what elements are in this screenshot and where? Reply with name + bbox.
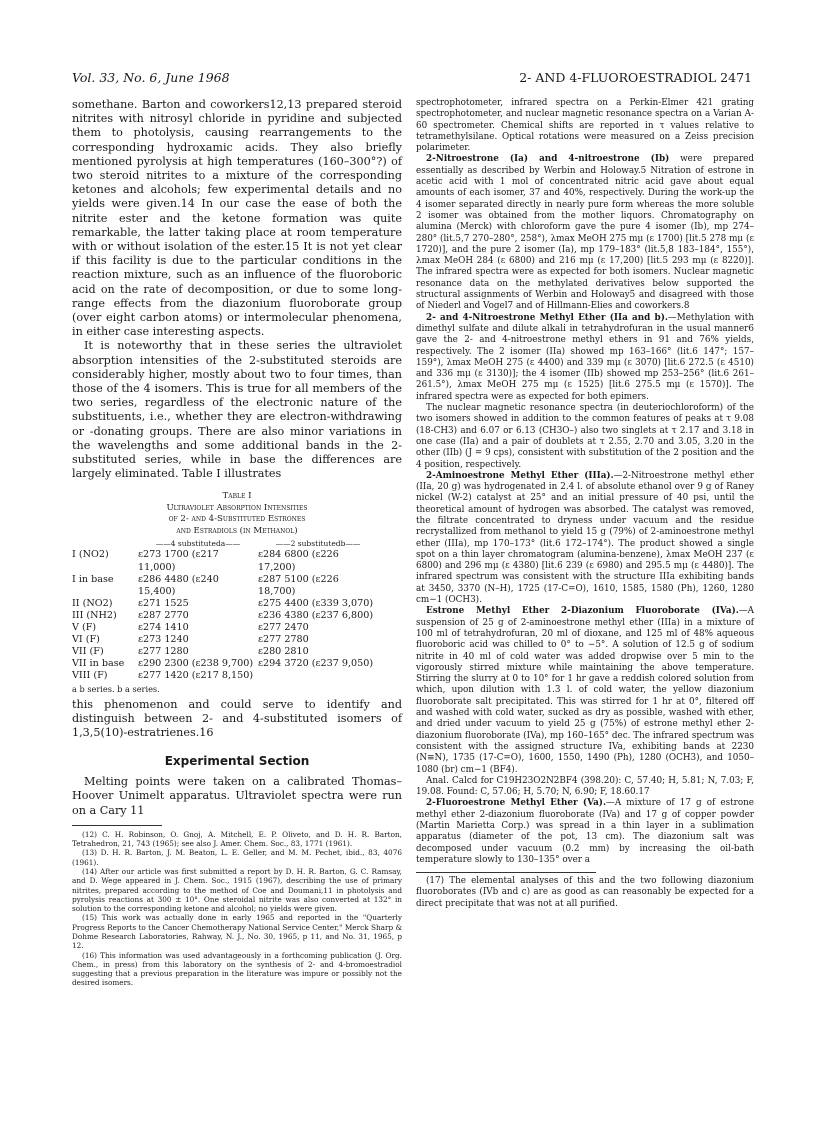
table-row <box>72 610 402 622</box>
row-label: II (NO2) <box>72 597 113 609</box>
paragraph-text: —Methylation with dimethyl sulfate and dilute alkali in tetrahydrofuran in the usual manner6 gave the 2- and 4-nitroestrone methyl ethers in 91 and 76% yields, respectively. The 2 isomer (IIa) showed mp 163–166° (lit.6 147°; 157–159°), λmax MeOH 275 (ε 4400) and 339 mμ (ε 3070) [lit.6 272.5 (ε 4510) and 336 mμ (ε 3130)]; the 4 isomer (IIb) showed mp 253–256° (lit.6 261–261.5°), λmax MeOH 275 mμ (ε 1525) [lit.6 275.5 mμ (ε 1570)]. The infrared spectra were as expected for both epimers. <box>416 312 754 402</box>
table-caption: Ultraviolet Absorption Intensities <box>166 502 308 513</box>
footnote-divider <box>416 872 596 873</box>
table-row <box>72 622 402 634</box>
table-title: Table I <box>222 491 252 502</box>
table-row <box>72 658 402 670</box>
cell: ε286 4480 (ε240 15,400) <box>138 573 219 597</box>
table-row <box>72 574 402 598</box>
row-label: VIII (F) <box>72 670 108 682</box>
paragraph-text: were prepared essentially as described by Werbin and Holoway.5 Nitration of estrone in acetic acid with 1 mol of concentrated nitric acid gave about equal amounts of each isomer, 37 and 40%, respectively. During the work-up the 4 isomer separated directly in nearly pure form whereas the more soluble 2 isomer was obtained from the mother liquors. Chromatography on alumina (Merck) with chloroform gave the pure 4 isomer (Ib), mp 274–280° (lit.5,7 270–280°, 258°), λmax MeOH 275 mμ (ε 1700) [lit.5 278 mμ (ε 1720)], and the pure 2 isomer (Ia), mp 179–183° (lit.5,8 183–184°, 155°), λmax MeOH 284 (ε 6800) and 216 mμ (ε 17,200) [lit.5 293 mμ (ε 8220)]. The infrared spectra were as expected for both isomers. Nuclear magnetic resonance data on the methylated derivatives below supported the structural assignments of Werbin and Holoway5 and disagreed with those of Niederl and Vogel7 and of Hillmann-Elies and coworkers.8 <box>416 154 754 312</box>
row-label: VI (F) <box>72 634 100 646</box>
table-row <box>72 634 402 646</box>
cell: ε271 1525 <box>138 597 189 609</box>
cell: ε273 1240 <box>138 634 189 646</box>
right-column <box>416 98 754 910</box>
paragraph-text: —A mixture of 17 g of estrone methyl ether 2-diazonium fluoroborate (IVa) and 17 g of copper powder (Martin Marietta Corp.) was spread in a thin layer in a sublimation apparatus (diameter of the pot, 13 cm). The diazonium salt was decomposed under vacuum (0.2 mm) by increasing the oil-bath temperature slowly to 130–135° over a <box>416 798 754 865</box>
paragraph <box>416 776 754 799</box>
paragraph-text: —2-Nitroestrone methyl ether (IIa, 20 g) was hydrogenated in 2.4 l. of absolute ethanol over 9 g of Raney nickel (W-2) catalyst at 25° and an initial pressure of 40 psi, until the theoretical amount of hydrogen was absorbed. The catalyst was removed, the filtrate concentrated to dryness under vacuum and the residue recrystallized from methanol to yield 15 g (79%) of 2-aminoestrone methyl ether (IIIa), mp 170–173° (lit.6 172–174°). The product showed a single spot on a thin layer chromatogram (alumina-benzene), λmax MeOH 237 (ε 6800) and 296 mμ (ε 4380) [lit.6 239 (ε 6980) and 295.5 mμ (ε 4480)]. The infrared spectrum was consistent with the structure IIIa exhibiting bands at 3450, 3370 (N–H), 1725 (17-C=O), 1610, 1585, 1580 (Ph), 1260, 1280 cm−1 (OCH3). <box>416 470 754 606</box>
row-label: VII (F) <box>72 646 104 658</box>
cell: ε277 2470 <box>258 622 309 634</box>
paragraph <box>416 98 754 154</box>
page-title-number: 2- AND 4-FLUOROESTRADIOL 2471 <box>519 70 752 85</box>
cell: ε290 2300 (ε238 9,700) <box>138 658 254 670</box>
table-row <box>72 670 402 682</box>
journal-volume: Vol. 33, No. 6, June 1968 <box>72 70 230 85</box>
paragraph: Melting points were taken on a calibrated Thomas–Hoover Unimelt apparatus. Ultraviolet spectra were run on a Cary 11 <box>72 775 402 817</box>
paragraph <box>416 798 754 866</box>
paragraph <box>416 403 754 471</box>
cell: ε277 2780 <box>258 634 309 646</box>
row-label: VII in base <box>72 658 125 670</box>
cell: ε280 2810 <box>258 646 309 658</box>
paragraph-text: The nuclear magnetic resonance spectra (in deuteriochloroform) of the two isomers showed in addition to the common features of peaks at τ 9.08 (18-CH3) and 6.07 or 6.13 (CH3O–) also two singlets at τ 2.17 and 3.18 in one case (IIa) and a pair of doublets at τ 2.55, 2.70 and 3.05, 3.20 in the other (IIb) (J = 9 cps), consistent with substitution of the 2 position and the 4 position, respectively. <box>416 403 754 470</box>
paragraph: somethane. Barton and coworkers12,13 prepared steroid nitrites with nitrosyl chloride in pyridine and subjected them to photolysis, causing rearrangements to the corresponding hydroxamic acids. They also briefly mentioned pyrolysis at high temperatures (160–300°?) of two steroid nitrites to a mixture of the corresponding ketones and alcohols; few experimental details and no yields were given.14 In our case the ease of both the nitrite ester and the ketone formation was quite remarkable, the latter taking place at room temperature with or without isolation of the ester.15 It is not yet clear if this facility is due to the particular conditions in the reaction mixture, such as an influence of the fluoroboric acid on the rate of decomposition, or due to some long-range effects from the diazonium fluoroborate group (over eight carbon atoms) or intermolecular phenomena, in either case interesting aspects. <box>72 98 402 339</box>
cell: ε277 1280 <box>138 646 189 658</box>
column-header: ——2 substitutedb—— <box>275 539 361 549</box>
row-label: I in base <box>72 573 114 585</box>
row-label: III (NH2) <box>72 609 117 621</box>
table-caption: of 2- and 4-Substituted Estrones <box>168 514 306 525</box>
cell: ε274 1410 <box>138 622 189 634</box>
row-label: I (NO2) <box>72 549 109 561</box>
paragraph-heading: Estrone Methyl Ether 2-Diazonium Fluoroborate (IVa). <box>426 606 739 617</box>
footnote-divider <box>72 825 162 826</box>
cell: ε287 2770 <box>138 609 189 621</box>
footnote: (17) The elemental analyses of this and the two following diazonium fluoroborates (IVb and c) are as good as can reasonably be expected for a direct precipitate that was not at all purified. <box>416 876 754 909</box>
paragraph-heading: 2-Aminoestrone Methyl Ether (IIIa). <box>426 470 614 481</box>
footnote: (14) After our article was first submitted a report by D. H. R. Barton, G. C. Ramsay, and D. Wege appeared in J. Chem. Soc., 1915 (1967), describing the use of primary nitrites, prepared according to the method of Coe and Doumani,11 in photolysis and pyrolysis reactions at 300 ± 10°. One steroidal nitrite was also converted at 132° in solution to the corresponding ketone and alcohol; no yields were given. <box>72 866 402 914</box>
paragraph <box>416 471 754 607</box>
cell: ε273 1700 (ε217 11,000) <box>138 549 219 573</box>
running-header <box>72 70 752 90</box>
section-heading: Experimental Section <box>164 754 310 769</box>
paragraph-text: spectrophotometer, infrared spectra on a Perkin-Elmer 421 grating spectrophotometer, and nuclear magnetic resonance spectra on a Varian A-60 spectrometer. Chemical shifts are reported in τ values relative to tetramethylsilane. Optical rotations were measured on a Zeiss precision polarimeter. <box>416 98 754 154</box>
cell <box>258 670 378 682</box>
paragraph: this phenomenon and could serve to identify and distinguish between 2- and 4-substituted isomers of 1,3,5(10)-estratrienes.16 <box>72 697 402 739</box>
cell: ε284 6800 (ε226 17,200) <box>258 549 339 573</box>
footnote: (13) D. H. R. Barton, J. M. Beaton, L. E. Geller, and M. M. Pechet, ibid., 83, 4076 (1961). <box>72 848 402 867</box>
table-header <box>138 539 402 548</box>
cell: ε277 1420 (ε217 8,150) <box>138 670 254 682</box>
paragraph-heading: 2-Nitroestrone (Ia) and 4-nitroestrone (Ib) <box>426 154 670 165</box>
paragraph <box>416 313 754 403</box>
footnote: (15) This work was actually done in early 1965 and reported in the "Quarterly Progress Reports to the Cancer Chemotherapy National Service Center," Merck Sharp & Dohme Research Laboratories, Rahway, N. J., No. 30, 1965, p 11, and No. 31, 1965, p 12. <box>72 913 402 951</box>
column-header: ——4 substituteda—— <box>155 539 241 549</box>
table-1 <box>72 491 402 693</box>
cell: ε275 4400 (ε339 3,070) <box>258 597 374 609</box>
cell: ε287 5100 (ε226 18,700) <box>258 573 339 597</box>
paragraph-heading: 2- and 4-Nitroestrone Methyl Ether (IIa and b). <box>426 312 668 323</box>
table-row <box>72 646 402 658</box>
paragraph-text: Anal. Calcd for C19H23O2N2BF4 (398.20): C, 57.40; H, 5.81; N, 7.03; F, 19.08. Found: C, 57.06; H, 5.70; N, 6.90; F, 18.60.17 <box>416 775 754 798</box>
footnote: (16) This information was used advantageously in a forthcoming publication (J. Org. Chem., in press) from this laboratory on the synthesis of 2- and 4-bromoestradiol suggesting that a previous preparation in the literature was impure or possibly not the desired isomers. <box>72 950 402 988</box>
paragraph-text: —A suspension of 25 g of 2-aminoestrone methyl ether (IIIa) in a mixture of 100 ml of tetrahydrofuran, 20 ml of dioxane, and 125 ml of 48% aqueous fluoroboric acid was chilled to 0° to −5°. A solution of 12.5 g of sodium nitrite in 40 ml of cold water was added dropwise over 5 min to the vigorously stirred mixture while maintaining the above temperature. Stirring the slurry at 0 to 10° for 1 hr gave a reddish colored solution from which, upon dilution with 1.3 l. of cold water, the yellow diazonium fluoroborate salt precipitated. This was stirred for 1 hr at 0°, filtered off and washed with cold water, sucked as dry as possible, washed with ether, and dried under vacuum to yield 25 g (75%) of estrone methyl ether 2-diazonium fluoroborate (IVa), mp 160–165° dec. The infrared spectrum was consistent with the assigned structure IVa, exhibiting bands at 2230 (N≡N), 1735 (17-C=O), 1600, 1550, 1490 (Ph), 1280 (OCH3), and 1050–1080 (br) cm−1 (BF4). <box>416 606 754 775</box>
footnote: (12) C. H. Robinson, O. Gnoj, A. Mitchell, E. P. Oliveto, and D. H. R. Barton, Tetrahedron, 21, 743 (1965); see also J. Amer. Chem. Soc., 83, 1771 (1961). <box>72 829 402 849</box>
paragraph: It is noteworthy that in these series the ultraviolet absorption intensities of the 2-substituted steroids are considerably higher, mostly about two to four times, than those of the 4 isomers. This is true for all members of the two series, regardless of the electronic nature of the substituents, i.e., whether they are electron-withdrawing or -donating groups. There are also minor variations in the wavelengths and some additional bands in the 2-substituted series, while in base the differences are largely eliminated. Table I illustrates <box>72 339 402 481</box>
row-label: V (F) <box>72 622 97 634</box>
paragraph-heading: 2-Fluoroestrone Methyl Ether (Va). <box>426 798 607 809</box>
paragraph <box>416 606 754 775</box>
cell: ε236 4380 (ε237 6,800) <box>258 609 374 621</box>
paragraph <box>416 154 754 312</box>
left-column <box>72 98 402 988</box>
table-row <box>72 549 402 573</box>
cell: ε294 3720 (ε237 9,050) <box>258 658 374 670</box>
table-caption: and Estradiols (in Methanol) <box>176 525 298 536</box>
table-footnote: a b series. b a series. <box>72 683 160 694</box>
table-row <box>72 598 402 610</box>
